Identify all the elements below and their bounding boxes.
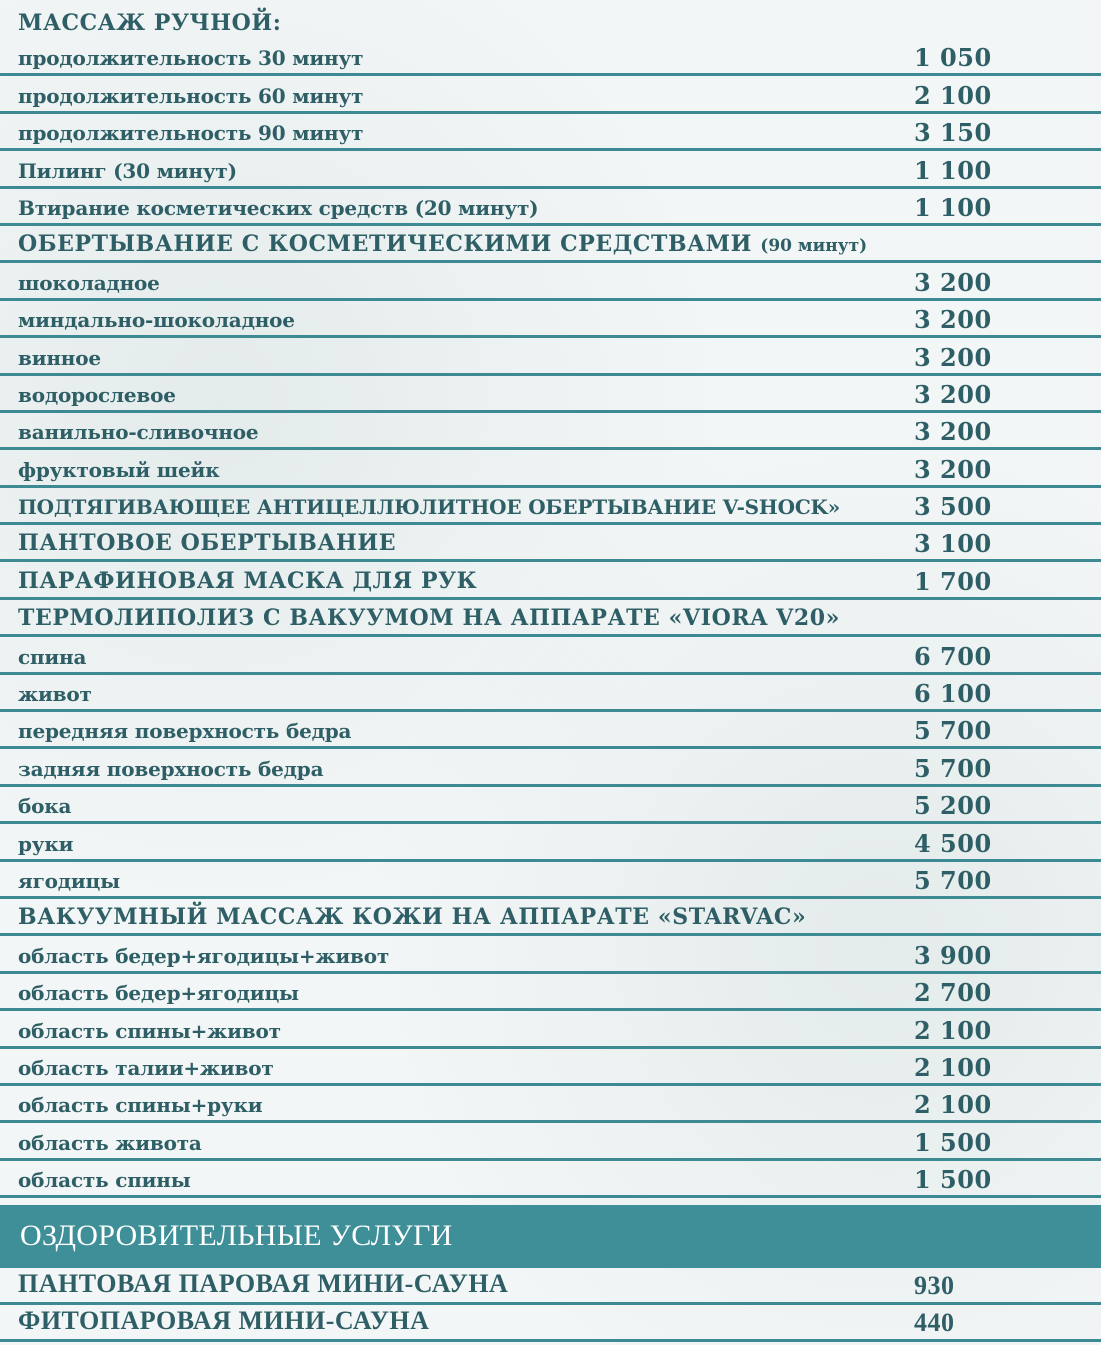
price-row (0, 637, 1101, 674)
service-name-text: ВАКУУМНЫЙ МАССАЖ КОЖИ НА АППАРАТЕ «STARVAC» (18, 904, 807, 931)
service-price: 3 200 (914, 342, 992, 372)
service-price: 6 100 (914, 679, 992, 709)
price-row (0, 263, 1101, 300)
service-duration: (90 минут) (760, 236, 868, 257)
service-price: 3 100 (914, 529, 992, 559)
service-name-text: спина (18, 644, 87, 669)
price-row (0, 301, 1101, 338)
service-price: 930 (914, 1271, 955, 1300)
service-price: 3 200 (914, 454, 992, 484)
price-row (0, 712, 1101, 749)
price-row (0, 936, 1101, 973)
service-name (18, 682, 92, 706)
service-price: 3 200 (914, 305, 992, 335)
service-name (18, 1056, 274, 1080)
price-row (0, 749, 1101, 786)
service-name-text: область талии+живот (18, 1055, 274, 1080)
service-name-text: руки (18, 831, 74, 856)
service-name (18, 568, 477, 594)
service-price: 2 100 (914, 1015, 992, 1045)
service-name-text: ОБЕРТЫВАНИЕ С КОСМЕТИЧЕСКИМИ СРЕДСТВАМИ (18, 231, 753, 258)
service-name (18, 757, 323, 781)
service-name-text: ПАРАФИНОВАЯ МАСКА ДЛЯ РУК (18, 567, 478, 594)
price-row (0, 151, 1101, 188)
wellness-price-list (0, 1268, 1101, 1342)
service-name (18, 794, 71, 818)
service-name (18, 719, 351, 743)
service-name-text: область спины+живот (18, 1018, 281, 1043)
service-price: 5 700 (914, 865, 992, 895)
service-name (18, 1019, 281, 1043)
service-name (18, 1168, 191, 1192)
price-row (0, 488, 1101, 525)
price-row (0, 189, 1101, 226)
service-name (18, 981, 299, 1005)
price-row (0, 39, 1101, 76)
service-price: 1 100 (914, 192, 992, 222)
service-name (18, 1131, 202, 1155)
service-price: 1 050 (914, 43, 992, 73)
service-name-text: МАССАЖ РУЧНОЙ: (18, 10, 282, 36)
service-name-text: Втирание косметических средств (20 минут) (18, 195, 539, 220)
service-price: 2 100 (914, 1090, 992, 1120)
service-name (18, 10, 281, 36)
service-name (18, 1306, 429, 1336)
service-name (18, 832, 73, 856)
service-name-text: фруктовый шейк (18, 457, 220, 482)
price-row (0, 413, 1101, 450)
price-row (0, 1268, 1101, 1305)
service-price: 5 700 (914, 716, 992, 746)
price-row (0, 1086, 1101, 1123)
section-heading-row (0, 562, 1101, 599)
service-name-text: ПАНТОВАЯ ПАРОВАЯ МИНИ-САУНА (18, 1269, 509, 1298)
service-name (18, 271, 160, 295)
service-name (18, 1093, 262, 1117)
section-title: ОЗДОРОВИТЕЛЬНЫЕ УСЛУГИ (20, 1219, 453, 1252)
service-name-text: область бедер+ягодицы (18, 981, 299, 1006)
service-name (18, 605, 840, 631)
price-row (0, 974, 1101, 1011)
service-price: 440 (914, 1308, 955, 1337)
price-row (0, 1049, 1101, 1086)
service-name (18, 231, 867, 257)
service-name-text: задняя поверхность бедра (18, 756, 324, 781)
service-price: 1 500 (914, 1165, 992, 1195)
price-row (0, 862, 1101, 899)
price-row (0, 675, 1101, 712)
section-heading-row (0, 0, 1101, 39)
price-row (0, 1305, 1101, 1342)
service-name-text: продолжительность 30 минут (18, 46, 364, 71)
price-row (0, 76, 1101, 113)
service-price: 1 700 (914, 566, 992, 596)
service-name-text: ягодицы (18, 868, 120, 893)
service-name (18, 944, 389, 968)
price-row (0, 338, 1101, 375)
service-price: 3 900 (914, 940, 992, 970)
service-name (18, 383, 176, 407)
service-name-text: продолжительность 60 минут (18, 83, 364, 108)
price-row (0, 114, 1101, 151)
service-name-text: шоколадное (18, 270, 160, 295)
service-name-text: продолжительность 90 минут (18, 121, 364, 146)
service-name (18, 121, 363, 145)
service-name-text: Пилинг (30 минут) (18, 158, 237, 183)
service-price: 5 200 (914, 791, 992, 821)
section-heading-row (0, 899, 1101, 936)
service-name-text: область спины (18, 1168, 191, 1193)
price-row (0, 1123, 1101, 1160)
price-row (0, 376, 1101, 413)
service-price: 6 700 (914, 641, 992, 671)
service-name (18, 84, 363, 108)
service-name-text: область спины+руки (18, 1093, 263, 1118)
service-name-text: миндально-шоколадное (18, 308, 295, 333)
service-name (18, 645, 86, 669)
service-price: 3 200 (914, 267, 992, 297)
service-price: 3 200 (914, 417, 992, 447)
service-name-text: ТЕРМОЛИПОЛИЗ С ВАКУУМОМ НА АППАРАТЕ «VIORA V20» (18, 605, 841, 632)
service-name-text: передняя поверхность бедра (18, 719, 352, 744)
price-row (0, 1011, 1101, 1048)
service-name-text: область живота (18, 1130, 202, 1155)
section-header-band (0, 1205, 1101, 1268)
service-price: 2 700 (914, 978, 992, 1008)
service-name-text: ФИТОПАРОВАЯ МИНИ-САУНА (18, 1306, 430, 1335)
service-name (18, 495, 840, 519)
service-name (18, 904, 806, 930)
price-row (0, 450, 1101, 487)
service-name-text: ПОДТЯГИВАЮЩЕЕ АНТИЦЕЛЛЮЛИТНОЕ ОБЕРТЫВАНИЕ V-SHOCK» (18, 495, 841, 520)
service-name-text: ванильно-сливочное (18, 420, 259, 445)
service-name (18, 869, 120, 893)
service-name-text: ПАНТОВОЕ ОБЕРТЫВАНИЕ (18, 530, 397, 557)
service-price: 1 100 (914, 155, 992, 185)
service-price: 3 200 (914, 379, 992, 409)
service-name (18, 159, 237, 183)
service-name-text: водорослевое (18, 382, 176, 407)
service-price: 4 500 (914, 828, 992, 858)
price-row (0, 824, 1101, 861)
service-price: 2 100 (914, 1052, 992, 1082)
service-name (18, 530, 396, 556)
service-name (18, 420, 258, 444)
section-heading-row (0, 226, 1101, 263)
service-name (18, 346, 101, 370)
section-heading-row (0, 600, 1101, 637)
section-heading-row (0, 525, 1101, 562)
service-name-text: винное (18, 345, 101, 370)
service-name-text: живот (18, 682, 92, 707)
service-name (18, 308, 295, 332)
service-price: 3 500 (914, 492, 992, 522)
service-name (18, 1269, 508, 1299)
service-price: 2 100 (914, 80, 992, 110)
service-price: 3 150 (914, 118, 992, 148)
service-name-text: область бедер+ягодицы+живот (18, 943, 390, 968)
service-name (18, 196, 538, 220)
price-row (0, 787, 1101, 824)
service-name-text: бока (18, 794, 72, 819)
service-price: 1 500 (914, 1127, 992, 1157)
service-price: 5 700 (914, 753, 992, 783)
price-row (0, 1161, 1101, 1198)
service-name (18, 458, 219, 482)
service-name (18, 46, 363, 70)
